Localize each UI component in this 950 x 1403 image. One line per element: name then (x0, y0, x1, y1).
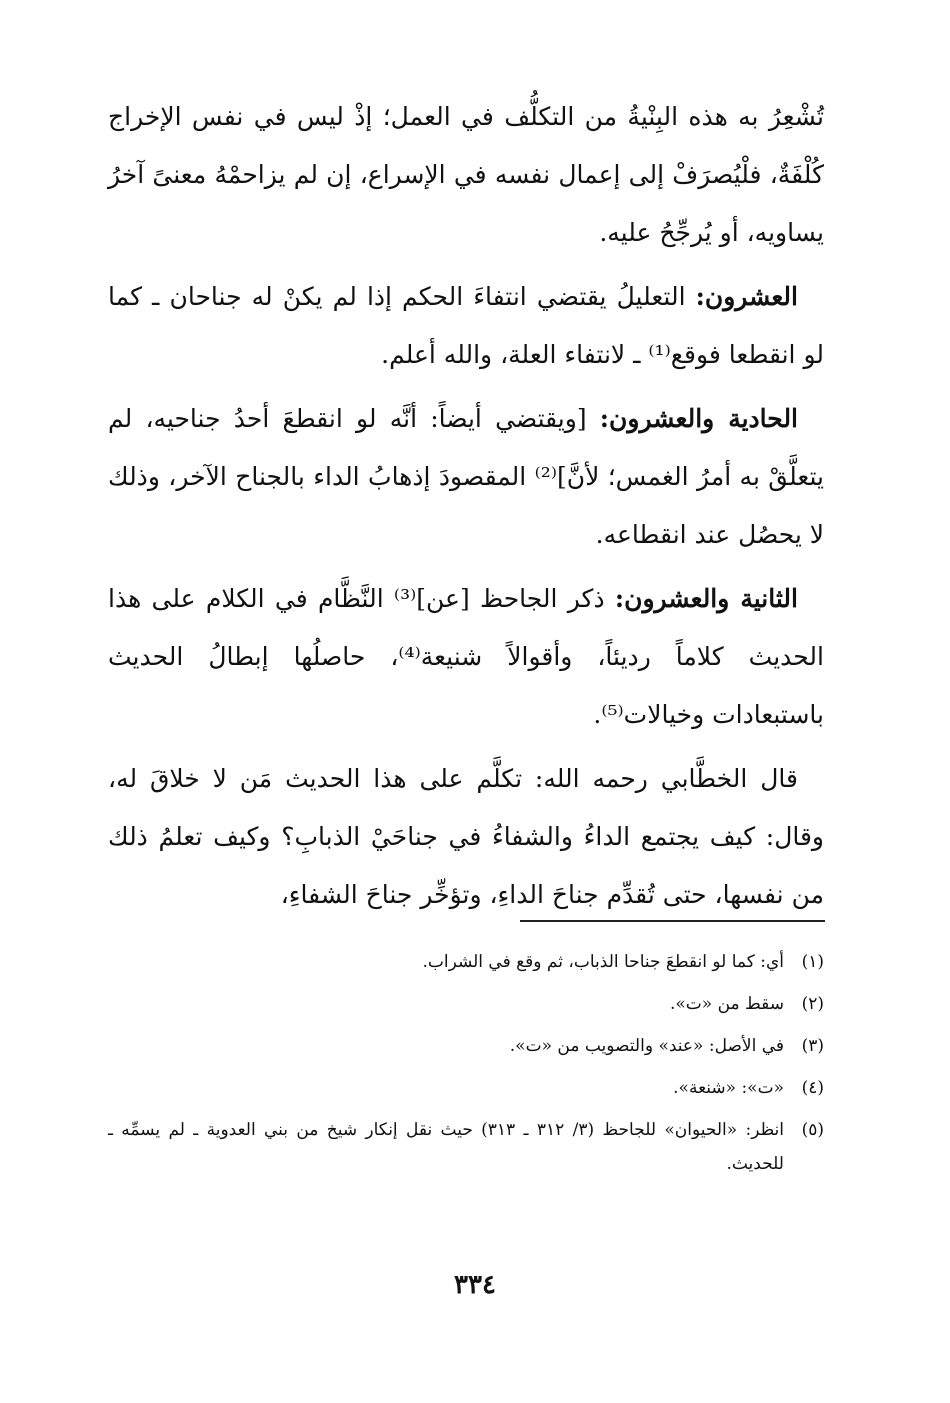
footnote (108, 987, 824, 1021)
footnote-text: في الأصل: «عند» والتصويب من «ت». (509, 1036, 784, 1056)
paragraph-20-text: التعليلُ يقتضي انتفاءَ الحكم إذا لم يكنْ له جناحان ـ كما لو انقطعا فوقع⁽¹⁾ ـ لانتفاء العلة، والله أعلم. (108, 282, 824, 369)
paragraph-20 (108, 268, 824, 384)
paragraph-21-text: [ويقتضي أيضاً: أنَّه لو انقطعَ أحدُ جناحيه، لم يتعلَّقْ به أمرُ الغمس؛ لأنَّ]⁽²⁾ المقصودَ إذهابُ الداء بالجناح الآخر، وذلك لا يحصُل عند انقطاعه. (108, 404, 824, 549)
footnote-text: أي: كما لو انقطعَ جناحا الذباب، ثم وقع في الشراب. (422, 952, 784, 972)
footnote-number: (٢) (801, 994, 824, 1014)
page-number: ٣٣٤ (454, 1270, 496, 1300)
paragraph-21 (108, 390, 824, 564)
footnote-number: (١) (801, 952, 824, 972)
footnote (108, 945, 824, 979)
footnote (108, 1029, 824, 1063)
footnote (108, 1071, 824, 1105)
footnote (108, 1113, 824, 1181)
footnotes (108, 945, 824, 1189)
paragraph-22-text: ذكر الجاحظ [عن]⁽³⁾ النَّظَّام في الكلام على هذا الحديث كلاماً رديئاً، وأقوالاً شنيعة⁽⁴⁾، حاصلُها إبطالُ الحديث باستبعادات وخيالات⁽⁵⁾. (108, 584, 824, 729)
paragraph-22 (108, 570, 824, 744)
footnote-number: (٥) (801, 1120, 824, 1140)
footnote-text: «ت»: «شنعة». (673, 1078, 784, 1098)
section-heading-21: الحادية والعشرون: (599, 404, 799, 433)
section-heading-22: الثانية والعشرون: (614, 584, 798, 613)
footnote-text: انظر: «الحيوان» للجاحظ (٣/ ٣١٢ ـ ٣١٣) حيث نقل إنكار شيخ من بني العدوية ـ لم يسمِّه ـ للحديث. (108, 1120, 784, 1174)
section-heading-20: العشرون: (695, 282, 798, 311)
footnote-separator (520, 920, 825, 922)
footnote-number: (٣) (801, 1036, 824, 1056)
footnote-number: (٤) (801, 1078, 824, 1098)
main-text (108, 88, 824, 930)
footnote-text: سقط من «ت». (669, 994, 784, 1014)
paragraph-khattabi: قال الخطَّابي رحمه الله: تكلَّم على هذا الحديث مَن لا خلاقَ له، وقال: كيف يجتمع الداءُ والشفاءُ في جناحَيْ الذبابِ؟ وكيف تعلمُ ذلك من نفسها، حتى تُقدِّم جناحَ الداءِ، وتؤخِّر جناحَ الشفاءِ، (108, 764, 824, 909)
paragraph-1: تُشْعِرُ به هذه البِنْيةُ من التكلُّف في العمل؛ إذْ ليس في نفس الإخراج كُلْفَةٌ، فلْيُصرَفْ إلى إعمال نفسه في الإسراع، إن لم يزاحمْهُ معنىً آخرُ يساويه، أو يُرجِّحُ عليه. (108, 102, 824, 247)
